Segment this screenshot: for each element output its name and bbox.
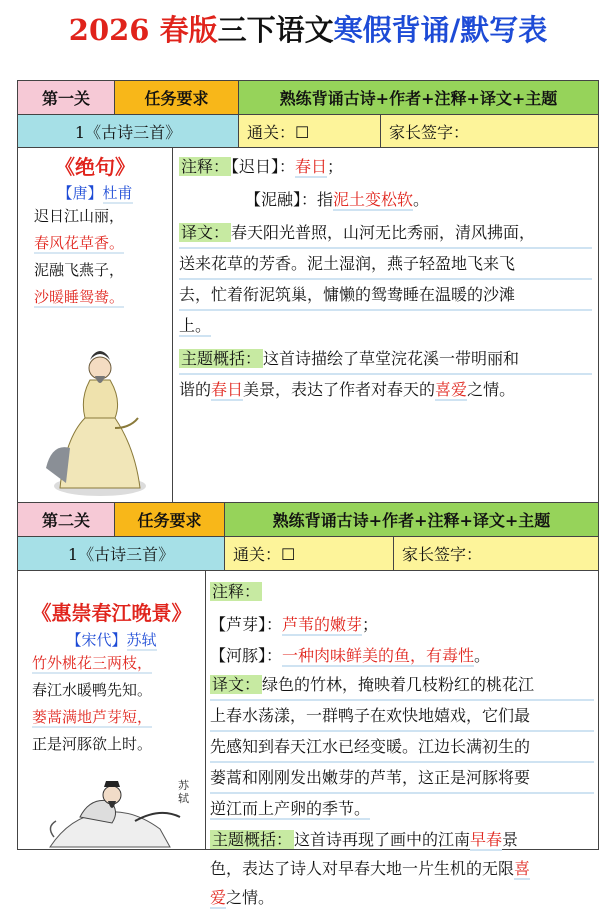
level1-trans-1: 春天阳光普照，山河无比秀丽，清风拂面， xyxy=(231,223,536,242)
level2-task: 熟练背诵古诗+作者+注释+译文+主题 xyxy=(225,503,598,537)
title-grade: 三下语文 xyxy=(217,13,334,47)
level2-poem-author xyxy=(18,629,205,650)
level2-theme-3a: 爱 xyxy=(210,888,227,907)
level1-note-1 xyxy=(179,152,592,181)
level1-trans-label: 译文： xyxy=(181,223,230,242)
level2-theme-line-1 xyxy=(210,825,594,854)
level1-theme-2b: 春日 xyxy=(211,380,244,399)
su-shi-portrait-icon xyxy=(40,777,200,849)
level2-poem-line-3-text: 蒌蒿满地芦芽短， xyxy=(32,708,153,726)
level2-theme-3b: 之情。 xyxy=(226,888,275,907)
level1-theme-2d: 喜爱 xyxy=(435,380,468,399)
level1-note2-term: 【泥融】：指 xyxy=(245,190,334,209)
level1-note2-end: 。 xyxy=(413,190,430,209)
level2-note1-end: ； xyxy=(362,615,379,634)
level1-note1-def: 春日 xyxy=(295,157,328,176)
level2-note-2 xyxy=(210,641,594,670)
level2-parent-sign[interactable]: 家长签字： xyxy=(394,537,598,571)
level1-poem-line-2-text: 春风花草香。 xyxy=(34,234,125,252)
level1-poem-line-4 xyxy=(18,284,172,311)
level2-dynasty: 【宋代】 xyxy=(66,631,127,649)
level2-trans-1: 绿色的竹林，掩映着几枝粉红的桃花江 xyxy=(262,675,535,694)
level1-theme-label: 主题概括： xyxy=(181,349,262,368)
level1-info-row xyxy=(18,115,598,148)
level2-trans-line-5 xyxy=(210,794,594,823)
level2-poem-title: 《惠崇春江晚景》 xyxy=(31,601,192,625)
level2-note2-def: 一种肉味鲜美的鱼，有毒性 xyxy=(282,646,475,665)
level1-pass-checkbox[interactable]: 通关：☐ xyxy=(239,115,381,148)
level2-header-row xyxy=(18,503,598,537)
level2-poem-line-2: 春江水暖鸭先知。 xyxy=(32,681,153,699)
level1-lesson: 1《古诗三首》 xyxy=(18,115,239,148)
level1-trans-line-3: 去，忙着衔泥筑巢，慵懒的鸳鸯睡在温暖的沙滩 xyxy=(179,280,592,311)
level2-notes-panel xyxy=(206,571,598,907)
level2-poem-line-3 xyxy=(18,704,205,731)
level1-parent-sign[interactable]: 家长签字： xyxy=(381,115,598,148)
table-frame xyxy=(17,80,599,907)
level1-notes-label: 注释： xyxy=(181,157,230,176)
level1-poem-title: 《绝句》 xyxy=(55,155,135,179)
level2-poem-line-4: 正是河豚欲上时。 xyxy=(32,735,153,753)
level2-theme-2a: 色，表达了诗人对早春大地一片生机的无限 xyxy=(210,859,515,878)
level1-trans-line-1 xyxy=(179,218,592,249)
level2-notes-heading xyxy=(210,577,594,606)
level2-theme-1c: 景 xyxy=(502,830,519,849)
level1-note-2 xyxy=(179,185,592,214)
level2-trans-line-3: 先感知到春天江水已经变暖。江边长满初生的 xyxy=(210,732,594,763)
level2-stage: 第二关 xyxy=(18,503,115,537)
level1-theme-line-1 xyxy=(179,344,592,375)
level2-trans-label: 译文： xyxy=(212,675,261,694)
level2-lesson: 1《古诗三首》 xyxy=(18,537,225,571)
level2-theme-label: 主题概括： xyxy=(212,830,293,849)
level1-trans-4: 上。 xyxy=(179,316,212,335)
level1-dynasty: 【唐】 xyxy=(57,184,103,202)
title-edition: 春版 xyxy=(159,13,218,47)
level1-theme-2c: 美景，表达了作者对春天的 xyxy=(243,380,436,399)
su-shi-name-seal: 苏轼 xyxy=(178,779,189,805)
level2-author-name: 苏轼 xyxy=(126,631,157,649)
level2-poem-line-1-text: 竹外桃花三两枝， xyxy=(32,654,153,672)
level2-note1-term: 【芦芽】： xyxy=(210,615,283,634)
level1-note1-end: ； xyxy=(327,157,344,176)
level2-trans-line-2: 上春水荡漾，一群鸭子在欢快地嬉戏，它们最 xyxy=(210,701,594,732)
level1-stage: 第一关 xyxy=(18,81,115,115)
level1-theme-1: 这首诗描绘了草堂浣花溪一带明丽和 xyxy=(263,349,520,368)
level1-note2-def: 泥土变松软 xyxy=(333,190,414,209)
level2-task-label: 任务要求 xyxy=(115,503,225,537)
level2-theme-line-2 xyxy=(210,854,594,883)
level1-poem-line-3: 泥融飞燕子， xyxy=(34,261,125,279)
level1-poem-line-4-text: 沙暖睡鸳鸯。 xyxy=(34,288,125,306)
level2-note-1 xyxy=(210,610,594,639)
level2-note2-end: 。 xyxy=(474,646,491,665)
level1-theme-2a: 谐的 xyxy=(179,380,212,399)
level2-theme-1b: 早春 xyxy=(470,830,503,849)
level2-trans-5: 逆江而上产卵的季节。 xyxy=(210,799,371,818)
level1-task-label: 任务要求 xyxy=(115,81,239,115)
level1-trans-line-2: 送来花草的芳香。泥土湿润，燕子轻盈地飞来飞 xyxy=(179,249,592,280)
level1-theme-line-2 xyxy=(179,375,592,404)
level2-pass-checkbox[interactable]: 通关：☐ xyxy=(225,537,394,571)
level2-trans-line-1 xyxy=(210,670,594,701)
level2-notes-label: 注释： xyxy=(212,582,261,601)
level2-trans-line-4: 蒌蒿和刚刚发出嫩芽的芦苇，这正是河豚将要 xyxy=(210,763,594,794)
level1-poem-line-2 xyxy=(18,230,172,257)
level2-poem-line-1 xyxy=(18,650,205,677)
level1-theme-2e: 之情。 xyxy=(467,380,516,399)
level1-task: 熟练背诵古诗+作者+注释+译文+主题 xyxy=(239,81,598,115)
level1-poem-panel xyxy=(18,148,173,503)
du-fu-portrait-icon xyxy=(40,318,150,498)
page-title xyxy=(0,8,616,49)
level2-poem-panel xyxy=(18,571,206,849)
level1-notes-panel xyxy=(173,148,598,503)
level2-info-row xyxy=(18,537,598,571)
title-year: 2026 xyxy=(68,13,150,47)
level2-note2-term: 【河豚】： xyxy=(210,646,283,665)
level1-header-row xyxy=(18,81,598,115)
level1-author-name: 杜甫 xyxy=(102,184,133,202)
level1-poem-line-1: 迟日江山丽， xyxy=(34,207,125,225)
level1-poem-author xyxy=(18,182,172,203)
level2-note1-def: 芦苇的嫩芽 xyxy=(282,615,363,634)
level2-theme-2b: 喜 xyxy=(514,859,531,878)
level2-theme-line-3 xyxy=(210,883,594,912)
level1-note1-term: 【迟日】： xyxy=(231,157,296,176)
level1-trans-line-4 xyxy=(179,311,592,340)
level2-theme-1a: 这首诗再现了画中的江南 xyxy=(294,830,471,849)
title-topic: 寒假背诵/默写表 xyxy=(333,13,548,47)
